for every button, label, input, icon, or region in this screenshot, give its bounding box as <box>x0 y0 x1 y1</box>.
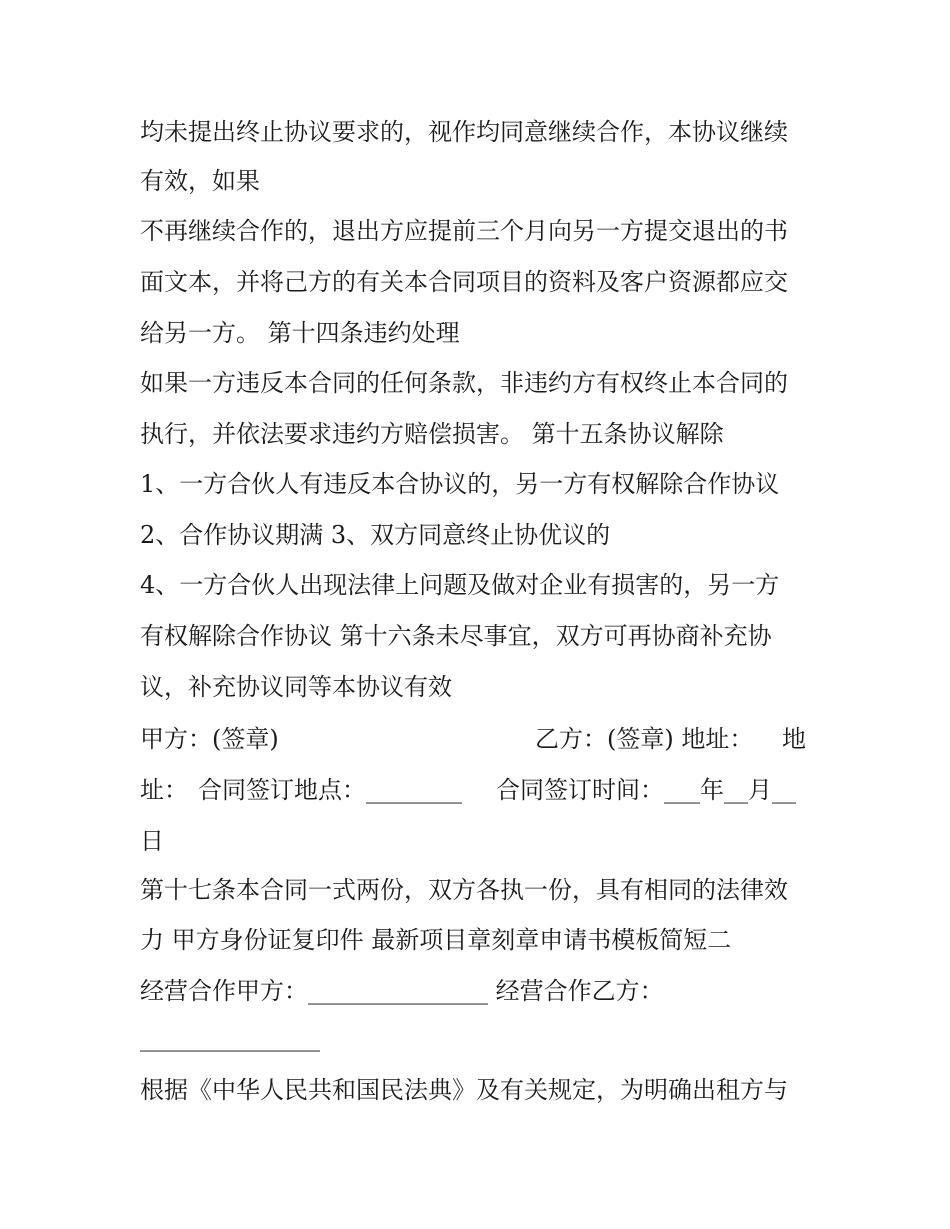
sign-place-field: 合同签订地点：________ <box>198 776 462 804</box>
day-label: 日 <box>140 827 164 855</box>
party-a-signature: 甲方：(签章) <box>140 725 279 753</box>
text-line: 4、一方合伙人出现法律上问题及做对企业有损害的，另一方 <box>140 571 780 599</box>
text-line: 经营合作甲方：_______________ 经营合作乙方： <box>140 977 664 1005</box>
text-line: 如果一方违反本合同的任何条款，非违约方有权终止本合同的 <box>140 369 788 397</box>
text-line: 执行，并依法要求违约方赔偿损害。 第十五条协议解除 <box>140 420 724 448</box>
text-line: 1、一方合伙人有违反本合协议的，另一方有权解除合作协议 <box>140 470 780 498</box>
sign-time-field: 合同签订时间：___年__月__ <box>496 776 796 804</box>
text-line: 有权解除合作协议 第十六条未尽事宜，双方可再协商补充协 <box>140 622 772 650</box>
text-line: 根据《中华人民共和国民法典》及有关规定，为明确出租方与 <box>140 1076 788 1104</box>
address-label: 地 <box>782 725 806 753</box>
text-line: 第十七条本合同一式两份，双方各执一份，具有相同的法律效 <box>140 876 788 904</box>
text-line: 给另一方。 第十四条违约处理 <box>140 319 460 347</box>
text-line: 面文本，并将己方的有关本合同项目的资料及客户资源都应交 <box>140 268 788 296</box>
text-line: 有效，如果 <box>140 167 260 195</box>
text-line: _______________ <box>140 1024 320 1052</box>
text-line: 不再继续合作的，退出方应提前三个月向另一方提交退出的书 <box>140 217 788 245</box>
text-line: 均未提出终止协议要求的，视作均同意继续合作，本协议继续 <box>140 118 788 146</box>
text-line: 2、合作协议期满 3、双方同意终止协优议的 <box>140 521 611 549</box>
text-line: 力 甲方身份证复印件 最新项目章刻章申请书模板简短二 <box>140 926 732 954</box>
text-line: 议，补充协议同等本协议有效 <box>140 673 452 701</box>
address-label-cont: 址： <box>140 776 188 804</box>
party-b-signature-address: 乙方：(签章) 地址： <box>535 725 754 753</box>
